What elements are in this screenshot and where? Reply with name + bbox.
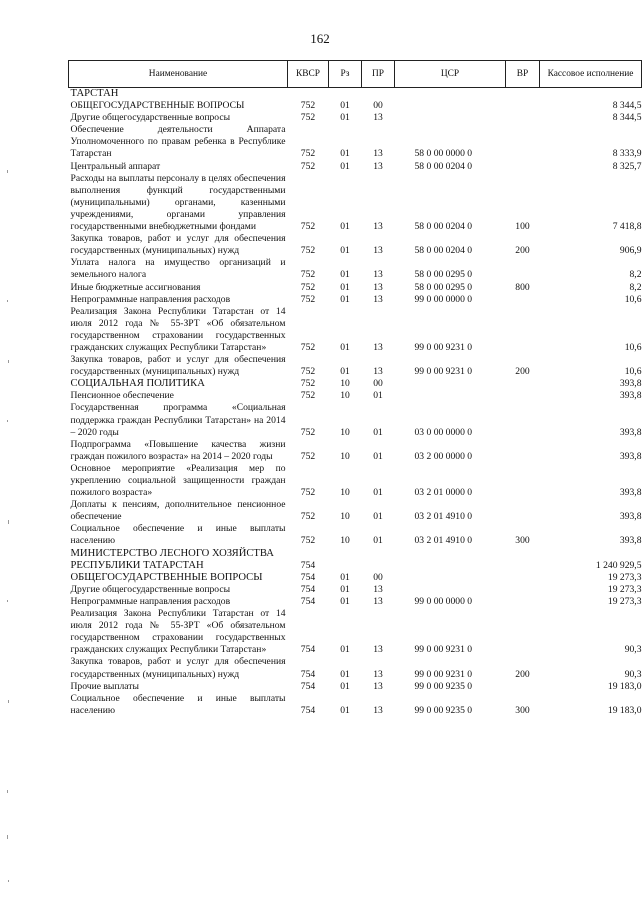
cell-sum: 393,8 xyxy=(619,511,642,523)
cell-rz: 01 xyxy=(340,148,350,160)
cell-kvsr: 752 xyxy=(300,487,316,499)
cell-kvsr: 754 xyxy=(300,644,316,656)
cell-csr: 99 0 00 0000 0 xyxy=(414,293,473,305)
cell-csr xyxy=(395,112,506,124)
cell-rz: 01 xyxy=(340,293,350,305)
cell-rz: 01 xyxy=(340,269,350,281)
cell-name: Государственная программа «Социальная поддержка граждан Республики Татарстан» на 2014 – 2020 годы xyxy=(70,402,286,438)
cell-csr xyxy=(395,378,506,390)
cell-name: Основное мероприятие «Реализация мер по укреплению социальной защищенности граждан пожилого возраста» xyxy=(70,462,286,499)
cell-vr xyxy=(506,257,540,281)
cell-sum: 10,6 xyxy=(624,293,642,305)
cell-kvsr: 752 xyxy=(300,148,316,160)
cell-rz: 01 xyxy=(340,112,350,124)
table-row xyxy=(69,572,642,584)
col-header-kvsr: КВСР xyxy=(288,61,329,88)
table-row xyxy=(69,257,642,281)
cell-name: Другие общегосударственные вопросы xyxy=(70,583,231,595)
cell-kvsr xyxy=(288,88,329,101)
cell-csr xyxy=(395,390,506,402)
cell-rz: 10 xyxy=(340,511,350,523)
cell-name: Уплата налога на имущество организаций и земельного налога xyxy=(70,257,286,281)
table-row xyxy=(69,596,642,608)
cell-rz: 01 xyxy=(340,221,350,233)
cell-pr: 13 xyxy=(373,160,383,172)
cell-csr xyxy=(395,584,506,596)
cell-name: ТАРСТАН xyxy=(70,88,119,99)
col-header-rz: Рз xyxy=(329,61,362,88)
cell-csr: 99 0 00 9231 0 xyxy=(414,341,473,353)
cell-sum: 393,8 xyxy=(619,487,642,499)
cell-kvsr: 754 xyxy=(300,571,316,583)
cell-vr: 200 xyxy=(515,366,530,378)
col-header-sum: Кассовое исполнение xyxy=(540,61,642,88)
cell-sum: 19 273,3 xyxy=(607,583,642,595)
cell-name: ОБЩЕГОСУДАРСТВЕННЫЕ ВОПРОСЫ xyxy=(70,100,245,112)
cell-csr: 58 0 00 0204 0 xyxy=(414,221,473,233)
col-header-vr: ВР xyxy=(506,61,540,88)
table-row xyxy=(69,282,642,294)
cell-rz: 01 xyxy=(340,160,350,172)
cell-kvsr: 754 xyxy=(300,680,316,692)
table-row xyxy=(69,681,642,693)
cell-kvsr: 752 xyxy=(300,511,316,523)
table-row xyxy=(69,584,642,596)
cell-kvsr: 752 xyxy=(300,341,316,353)
cell-sum: 19 273,3 xyxy=(607,595,642,607)
cell-pr: 00 xyxy=(373,378,383,390)
cell-sum: 19 273,3 xyxy=(607,571,642,583)
cell-rz: 10 xyxy=(340,487,350,499)
cell-rz: 01 xyxy=(340,583,350,595)
cell-name: Социальное обеспечение и иные выплаты населению xyxy=(70,692,286,716)
cell-name: Подпрограмма «Повышение качества жизни граждан пожилого возраста» на 2014 – 2020 годы xyxy=(70,438,286,462)
table-row xyxy=(69,693,642,717)
cell-csr xyxy=(395,88,506,101)
cell-sum: 10,6 xyxy=(624,341,642,353)
cell-vr xyxy=(506,112,540,124)
cell-sum: 90,3 xyxy=(624,644,642,656)
table-row xyxy=(69,402,642,438)
table-row xyxy=(69,100,642,112)
budget-table-container xyxy=(68,60,641,717)
cell-name: МИНИСТЕРСТВО ЛЕСНОГО ХОЗЯЙСТВА РЕСПУБЛИКИ ТАТАРСТАН xyxy=(70,547,274,571)
cell-vr xyxy=(506,294,540,306)
cell-name: Социальное обеспечение и иные выплаты населению xyxy=(70,523,286,547)
table-row xyxy=(69,88,642,101)
cell-name: Непрограммные направления расходов xyxy=(70,293,231,305)
cell-vr xyxy=(506,608,540,656)
cell-kvsr: 752 xyxy=(300,366,316,378)
cell-vr xyxy=(506,124,540,160)
cell-csr: 99 0 00 9231 0 xyxy=(414,644,473,656)
cell-rz xyxy=(329,88,362,101)
cell-vr xyxy=(506,402,540,438)
cell-name: Прочие выплаты xyxy=(70,680,139,692)
cell-kvsr: 752 xyxy=(300,112,316,124)
cell-sum: 19 183,0 xyxy=(607,704,642,716)
cell-sum: 393,8 xyxy=(619,535,642,547)
cell-csr xyxy=(395,100,506,112)
cell-sum: 393,8 xyxy=(619,426,642,438)
cell-name: Непрограммные направления расходов xyxy=(70,595,231,607)
table-row xyxy=(69,306,642,354)
cell-kvsr: 754 xyxy=(300,583,316,595)
cell-pr: 13 xyxy=(373,148,383,160)
table-row xyxy=(69,439,642,463)
cell-pr: 13 xyxy=(373,221,383,233)
cell-kvsr: 752 xyxy=(300,269,316,281)
cell-name: Расходы на выплаты персоналу в целях обеспечения выполнения функций государственными (муниципальными) органами, казенными учреждениями, органами управления государственными внебюджетными фондами xyxy=(70,172,286,233)
cell-pr: 13 xyxy=(373,644,383,656)
table-row xyxy=(69,112,642,124)
table-row xyxy=(69,233,642,257)
cell-name: Центральный аппарат xyxy=(70,160,161,172)
cell-sum: 8 344,5 xyxy=(612,100,642,112)
cell-csr: 03 2 01 4910 0 xyxy=(414,535,473,547)
col-header-pr: ПР xyxy=(362,61,395,88)
cell-vr xyxy=(506,378,540,390)
cell-csr xyxy=(395,548,506,572)
table-row xyxy=(69,354,642,378)
cell-kvsr: 752 xyxy=(300,100,316,112)
cell-kvsr: 752 xyxy=(300,450,316,462)
cell-sum: 7 418,8 xyxy=(612,221,642,233)
cell-pr: 13 xyxy=(373,281,383,293)
cell-vr xyxy=(506,88,540,101)
page-number: 162 xyxy=(310,31,330,46)
cell-vr: 800 xyxy=(515,281,530,293)
table-row xyxy=(69,173,642,233)
cell-csr: 03 2 01 4910 0 xyxy=(414,511,473,523)
cell-rz: 01 xyxy=(340,100,350,112)
cell-name: Обеспечение деятельности Аппарата Уполномоченного по правам ребенка в Республике Татарстан xyxy=(70,124,286,160)
cell-kvsr: 754 xyxy=(300,559,316,571)
cell-vr xyxy=(506,463,540,499)
cell-kvsr: 752 xyxy=(300,281,316,293)
col-header-name: Наименование xyxy=(69,61,288,88)
cell-kvsr: 752 xyxy=(300,390,316,402)
cell-name: Доплаты к пенсиям, дополнительное пенсионное обеспечение xyxy=(70,499,286,523)
cell-vr xyxy=(506,161,540,173)
cell-name: Другие общегосударственные вопросы xyxy=(70,112,231,124)
cell-rz: 01 xyxy=(340,704,350,716)
cell-vr: 100 xyxy=(515,221,530,233)
table-row xyxy=(69,499,642,523)
cell-rz: 01 xyxy=(340,245,350,257)
cell-kvsr: 752 xyxy=(300,160,316,172)
table-row xyxy=(69,608,642,656)
cell-vr xyxy=(506,499,540,523)
cell-csr: 03 2 01 0000 0 xyxy=(414,487,473,499)
cell-vr xyxy=(506,439,540,463)
table-header xyxy=(69,61,642,88)
cell-sum: 8 333,9 xyxy=(612,148,642,160)
cell-rz: 01 xyxy=(340,668,350,680)
cell-pr: 13 xyxy=(373,112,383,124)
cell-pr: 00 xyxy=(373,571,383,583)
cell-pr: 13 xyxy=(373,680,383,692)
cell-sum: 8 344,5 xyxy=(612,112,642,124)
cell-pr: 00 xyxy=(373,100,383,112)
cell-kvsr: 754 xyxy=(300,595,316,607)
cell-rz: 01 xyxy=(340,281,350,293)
cell-csr: 99 0 00 9235 0 xyxy=(414,680,473,692)
cell-vr xyxy=(506,584,540,596)
budget-table xyxy=(68,60,642,717)
cell-sum: 10,6 xyxy=(624,366,642,378)
cell-sum: 90,3 xyxy=(624,668,642,680)
cell-rz: 10 xyxy=(340,535,350,547)
cell-pr xyxy=(362,548,395,572)
cell-vr xyxy=(506,572,540,584)
cell-vr xyxy=(506,681,540,693)
cell-name: ОБЩЕГОСУДАРСТВЕННЫЕ ВОПРОСЫ xyxy=(70,571,263,583)
col-header-csr: ЦСР xyxy=(395,61,506,88)
table-row xyxy=(69,161,642,173)
cell-name: СОЦИАЛЬНАЯ ПОЛИТИКА xyxy=(70,378,205,390)
cell-sum: 19 183,0 xyxy=(607,680,642,692)
cell-sum xyxy=(540,88,642,101)
cell-name: Закупка товаров, работ и услуг для обеспечения государственных (муниципальных) нужд xyxy=(70,354,286,378)
cell-sum: 8,2 xyxy=(629,281,642,293)
cell-pr xyxy=(362,88,395,101)
cell-kvsr: 752 xyxy=(300,426,316,438)
table-row xyxy=(69,294,642,306)
cell-csr: 58 0 00 0204 0 xyxy=(414,160,473,172)
cell-pr: 01 xyxy=(373,450,383,462)
cell-rz: 01 xyxy=(340,644,350,656)
table-row xyxy=(69,523,642,547)
cell-pr: 01 xyxy=(373,426,383,438)
cell-pr: 13 xyxy=(373,293,383,305)
cell-pr: 13 xyxy=(373,341,383,353)
cell-vr: 300 xyxy=(515,535,530,547)
scan-margin-marks xyxy=(0,0,40,905)
cell-sum: 906,9 xyxy=(619,245,642,257)
cell-sum: 393,8 xyxy=(619,378,642,390)
cell-kvsr: 752 xyxy=(300,221,316,233)
cell-rz: 01 xyxy=(340,341,350,353)
cell-pr: 01 xyxy=(373,535,383,547)
cell-pr: 13 xyxy=(373,245,383,257)
table-row xyxy=(69,390,642,402)
table-row xyxy=(69,378,642,390)
cell-pr: 01 xyxy=(373,511,383,523)
table-row xyxy=(69,548,642,572)
cell-rz xyxy=(329,548,362,572)
cell-vr xyxy=(506,596,540,608)
cell-pr: 13 xyxy=(373,668,383,680)
cell-kvsr: 754 xyxy=(300,704,316,716)
cell-csr: 58 0 00 0000 0 xyxy=(414,148,473,160)
cell-csr: 58 0 00 0204 0 xyxy=(414,245,473,257)
cell-csr: 99 0 00 9231 0 xyxy=(414,366,473,378)
cell-sum: 393,8 xyxy=(619,450,642,462)
cell-name: Закупка товаров, работ и услуг для обеспечения государственных (муниципальных) нужд xyxy=(70,233,286,257)
cell-sum: 393,8 xyxy=(619,390,642,402)
cell-rz: 01 xyxy=(340,571,350,583)
cell-pr: 13 xyxy=(373,704,383,716)
cell-pr: 13 xyxy=(373,366,383,378)
cell-csr: 03 2 00 0000 0 xyxy=(414,450,473,462)
cell-vr xyxy=(506,548,540,572)
cell-pr: 13 xyxy=(373,583,383,595)
cell-rz: 10 xyxy=(340,378,350,390)
cell-pr: 01 xyxy=(373,390,383,402)
cell-csr: 58 0 00 0295 0 xyxy=(414,281,473,293)
cell-vr xyxy=(506,306,540,354)
table-row xyxy=(69,463,642,499)
cell-kvsr: 752 xyxy=(300,245,316,257)
cell-csr: 58 0 00 0295 0 xyxy=(414,269,473,281)
cell-csr: 99 0 00 0000 0 xyxy=(414,595,473,607)
cell-kvsr: 752 xyxy=(300,535,316,547)
table-body xyxy=(69,88,642,717)
cell-pr: 13 xyxy=(373,269,383,281)
cell-rz: 10 xyxy=(340,390,350,402)
cell-rz: 10 xyxy=(340,426,350,438)
cell-sum: 8 325,7 xyxy=(612,160,642,172)
cell-rz: 01 xyxy=(340,680,350,692)
cell-vr xyxy=(506,390,540,402)
cell-name: Закупка товаров, работ и услуг для обеспечения государственных (муниципальных) нужд xyxy=(70,656,286,680)
cell-sum: 8,2 xyxy=(629,269,642,281)
cell-csr: 99 0 00 9231 0 xyxy=(414,668,473,680)
cell-vr: 300 xyxy=(515,704,530,716)
cell-kvsr: 754 xyxy=(300,668,316,680)
cell-vr: 200 xyxy=(515,245,530,257)
cell-name: Реализация Закона Республики Татарстан от 14 июля 2012 года № 55-ЗРТ «Об обязательном государственном страховании государственных гражданских служащих Республики Татарстан» xyxy=(70,305,286,353)
cell-name: Реализация Закона Республики Татарстан от 14 июля 2012 года № 55-ЗРТ «Об обязательном государственном страховании государственных гражданских служащих Республики Татарстан» xyxy=(70,608,286,656)
cell-name: Иные бюджетные ассигнования xyxy=(70,281,201,293)
cell-vr: 200 xyxy=(515,668,530,680)
table-row xyxy=(69,124,642,160)
cell-pr: 13 xyxy=(373,595,383,607)
cell-rz: 01 xyxy=(340,366,350,378)
table-row xyxy=(69,656,642,680)
cell-csr: 03 0 00 0000 0 xyxy=(414,426,473,438)
cell-kvsr: 752 xyxy=(300,378,316,390)
cell-rz: 01 xyxy=(340,595,350,607)
cell-csr xyxy=(395,572,506,584)
cell-name: Пенсионное обеспечение xyxy=(70,390,174,402)
cell-csr: 99 0 00 9235 0 xyxy=(414,704,473,716)
cell-sum: 1 240 929,5 xyxy=(595,559,642,571)
cell-vr xyxy=(506,100,540,112)
cell-rz: 10 xyxy=(340,450,350,462)
cell-kvsr: 752 xyxy=(300,293,316,305)
cell-pr: 01 xyxy=(373,487,383,499)
